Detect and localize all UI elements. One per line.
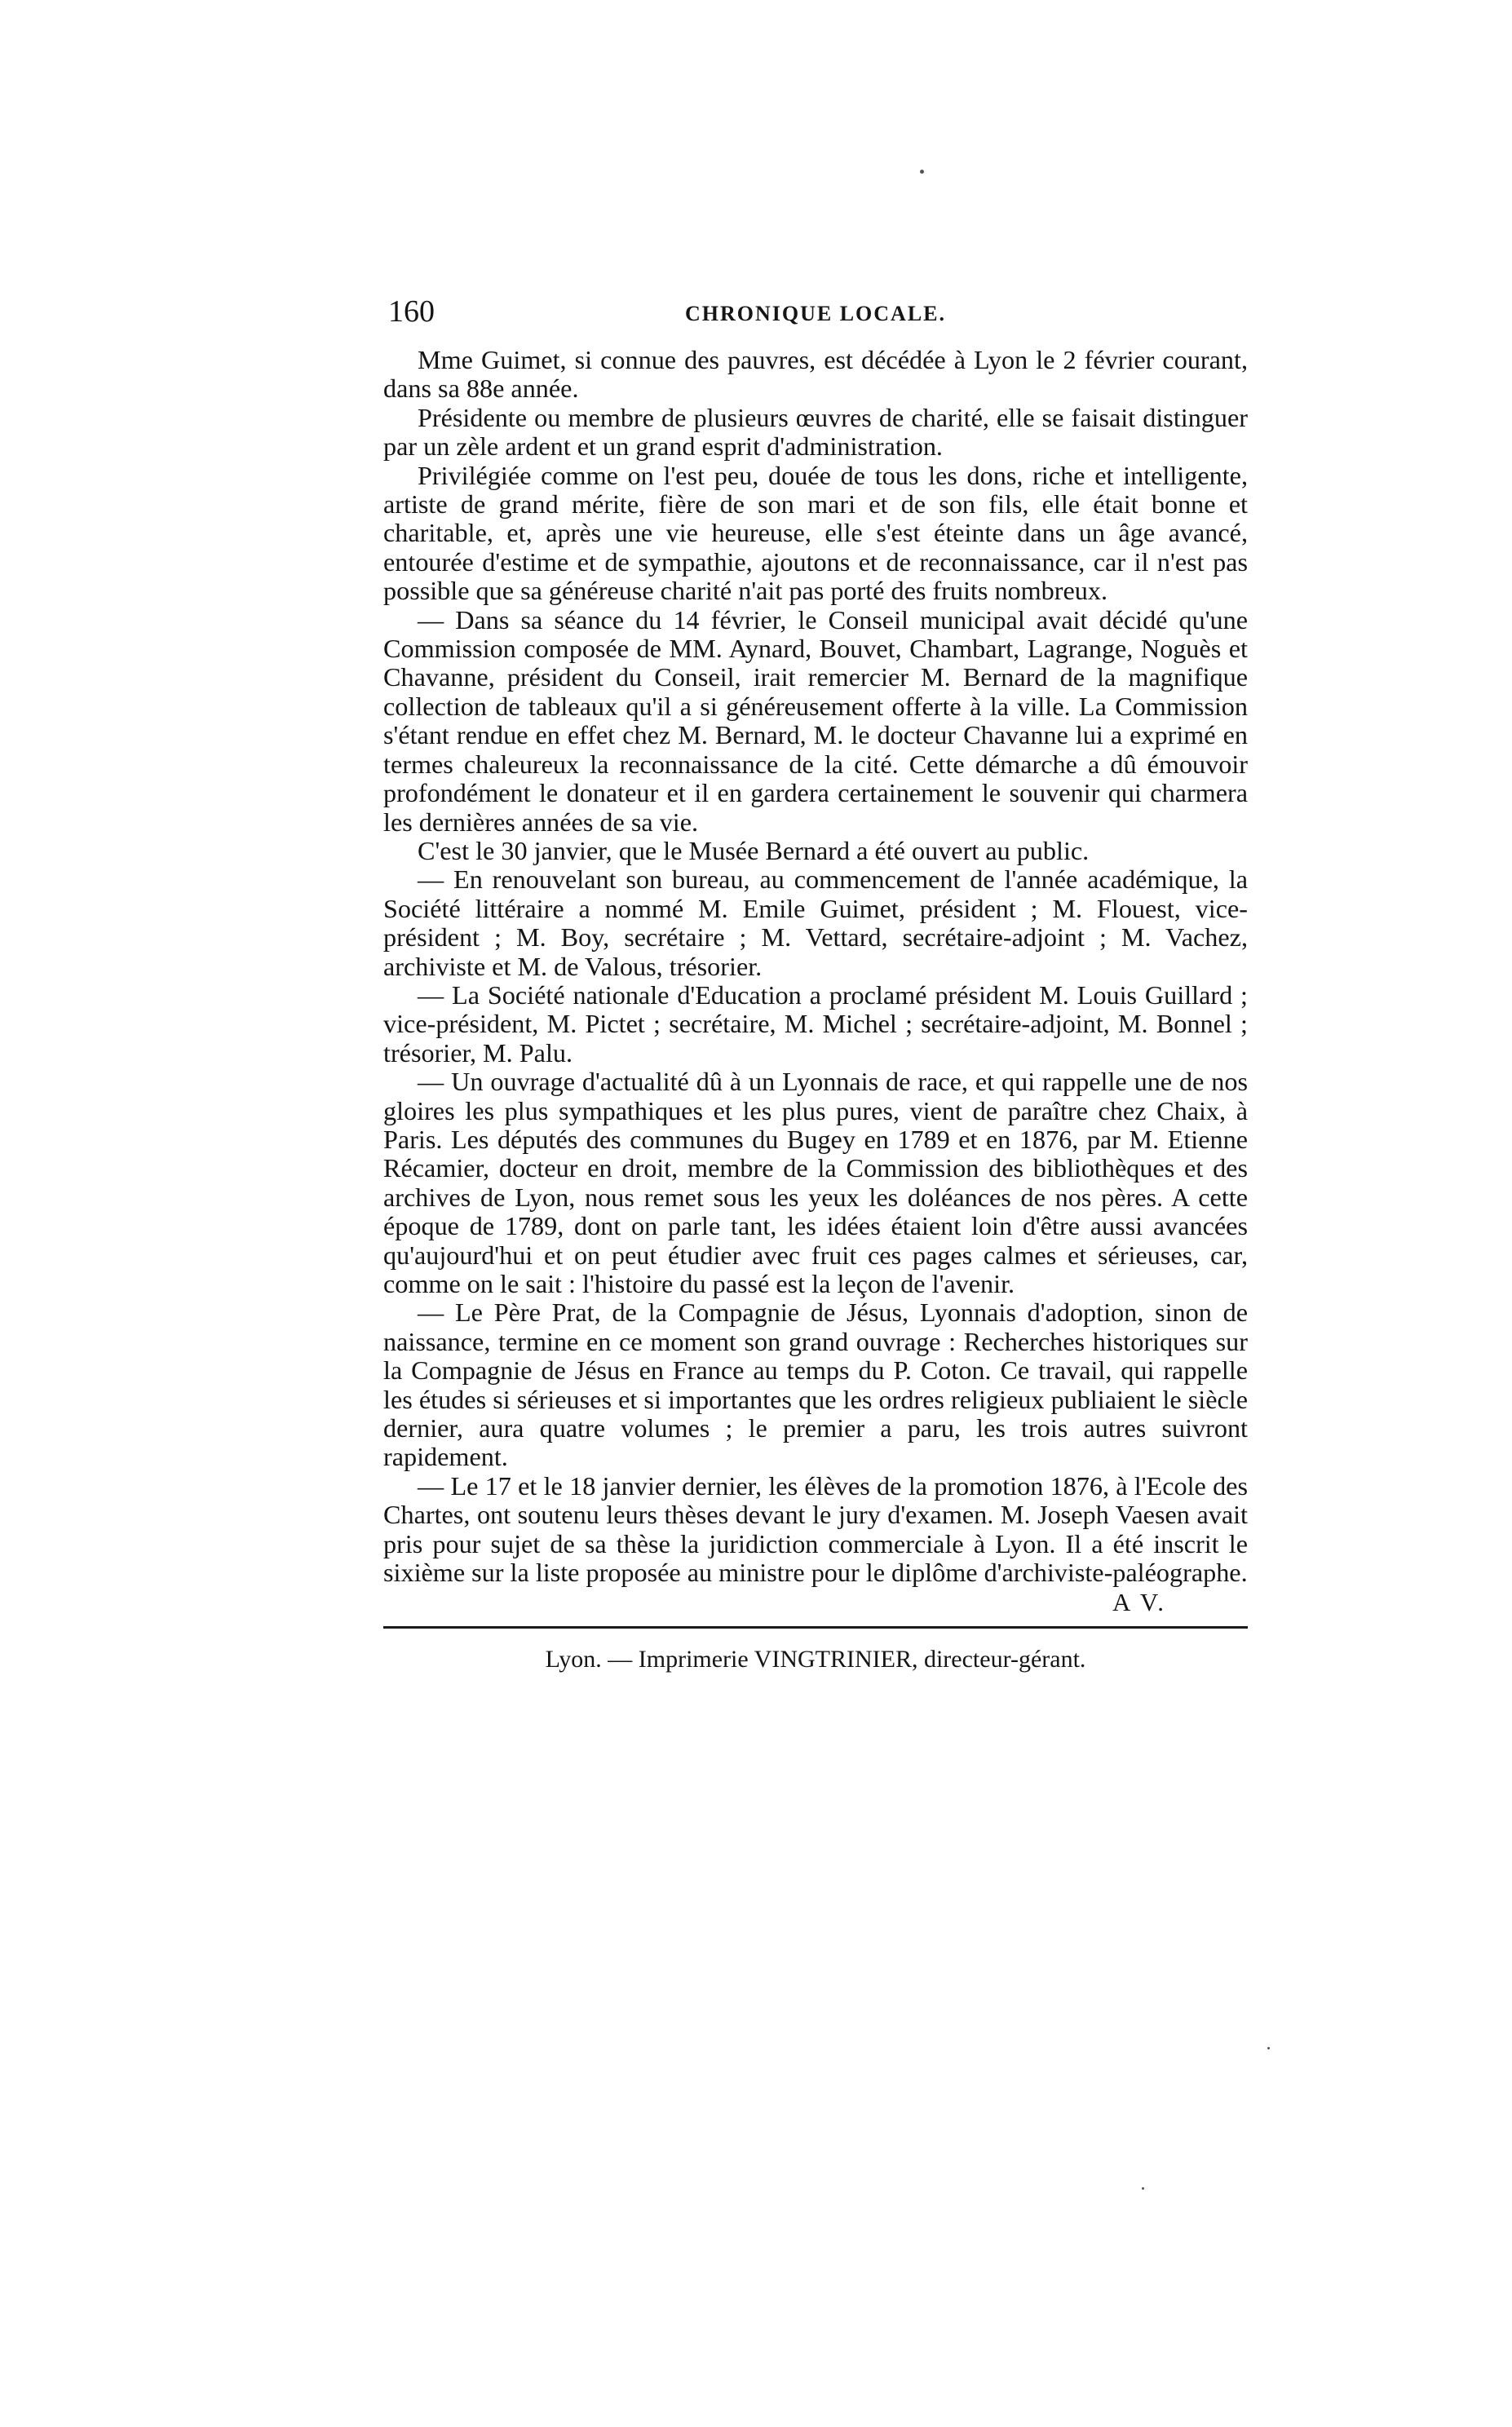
paragraph-ecole-chartes: — Le 17 et le 18 janvier dernier, les élèves de la promotion 1876, à l'Ecole des Chartes, ont soutenu leurs thèses devant le jury d'examen. M. Joseph Vaesen avait pris pour sujet de sa thèse la juridiction commerciale à Lyon. Il a été inscrit le sixième sur la liste proposée au ministre pour le diplôme d'archiviste-paléographe.	[383, 1470, 1248, 1588]
paragraph-societe-education: — La Société nationale d'Education a proclamé président M. Louis Guillard ; vice-président, M. Pictet ; secrétaire, M. Michel ; secrétaire-adjoint, M. Bonnel ; trésorier, M. Palu.	[383, 979, 1248, 1068]
paragraph-musee-bernard: C'est le 30 janvier, que le Musée Bernard a été ouvert au public.	[418, 835, 1090, 865]
divider-rule	[383, 1626, 1248, 1629]
body-text	[383, 346, 1248, 1587]
scan-speck	[920, 170, 924, 174]
scan-speck	[1267, 2047, 1270, 2049]
page	[383, 294, 1248, 1674]
running-title: CHRONIQUE LOCALE.	[684, 302, 947, 325]
page-header	[383, 294, 1248, 334]
signature: A V.	[1112, 1588, 1166, 1617]
paragraph-societe-litteraire: — En renouvelant son bureau, au commencement de l'année académique, la Société littéraire a nommé M. Emile Guimet, président ; M. Flouest, vice-président ; M. Boy, secrétaire ; M. Vettard, secrétaire-adjoint ; M. Vachez, archiviste et M. de Valous, trésorier.	[383, 864, 1248, 981]
scan-speck	[1142, 2187, 1144, 2190]
paragraph-guimet-tribute: Privilégiée comme on l'est peu, douée de tous les dons, riche et intelligente, artiste de grand mérite, fière de son mari et de son fils, elle était bonne et charitable, et, après une vie heureuse, elle s'est éteinte dans un âge avancé, entourée d'estime et de sympathie, ajoutons et de reconnaissance, car il n'est pas possible que sa généreuse charité n'ait pas porté des fruits nombreux.	[383, 460, 1248, 606]
paragraph-guimet-death: Mme Guimet, si connue des pauvres, est décédée à Lyon le 2 février courant, dans sa 88e année.	[383, 345, 1248, 404]
imprint-line: Lyon. — Imprimerie VINGTRINIER, directeur-gérant.	[545, 1646, 1086, 1673]
page-number: 160	[388, 294, 435, 329]
paragraph-deputes-bugey: — Un ouvrage d'actualité dû à un Lyonnais de race, et qui rappelle une de nos gloires les plus sympathiques et les plus pures, vient de paraître chez Chaix, à Paris. Les députés des communes du Bugey en 1789 et en 1876, par M. Etienne Récamier, docteur en droit, membre de la Commission des bibliothèques et des archives de Lyon, nous remet sous les yeux les doléances de nos pères. A cette époque de 1789, dont on parle tant, les idées étaient loin d'être aussi avancées qu'aujourd'hui et on peut étudier avec fruit ces pages calmes et sérieuses, car, comme on le sait : l'histoire du passé est la leçon de l'avenir.	[383, 1067, 1248, 1298]
paragraph-pere-prat: — Le Père Prat, de la Compagnie de Jésus, Lyonnais d'adoption, sinon de naissance, termine en ce moment son grand ouvrage : Recherches historiques sur la Compagnie de Jésus en France au temps du P. Coton. Ce travail, qui rappelle les études si sérieuses et si importantes que les ordres religieux publiaient le siècle dernier, aura quatre volumes ; le premier a paru, les trois autres suivront rapidement.	[383, 1297, 1248, 1472]
paragraph-conseil-municipal: — Dans sa séance du 14 février, le Conseil municipal avait décidé qu'une Commission composée de MM. Aynard, Bouvet, Chambart, Lagrange, Noguès et Chavanne, président du Conseil, irait remercier M. Bernard de la magnifique collection de tableaux qu'il a si généreusement offerte à la ville. La Commission s'étant rendue en effet chez M. Bernard, M. le docteur Chavanne lui a exprimé en termes chaleureux la reconnaissance de la cité. Cette démarche a dû émouvoir profondément le donateur et il en gardera certainement le souvenir qui charmera les dernières années de sa vie.	[383, 604, 1248, 837]
paragraph-guimet-charity: Présidente ou membre de plusieurs œuvres de charité, elle se faisait distinguer par un zèle ardent et un grand esprit d'administration.	[383, 402, 1248, 462]
